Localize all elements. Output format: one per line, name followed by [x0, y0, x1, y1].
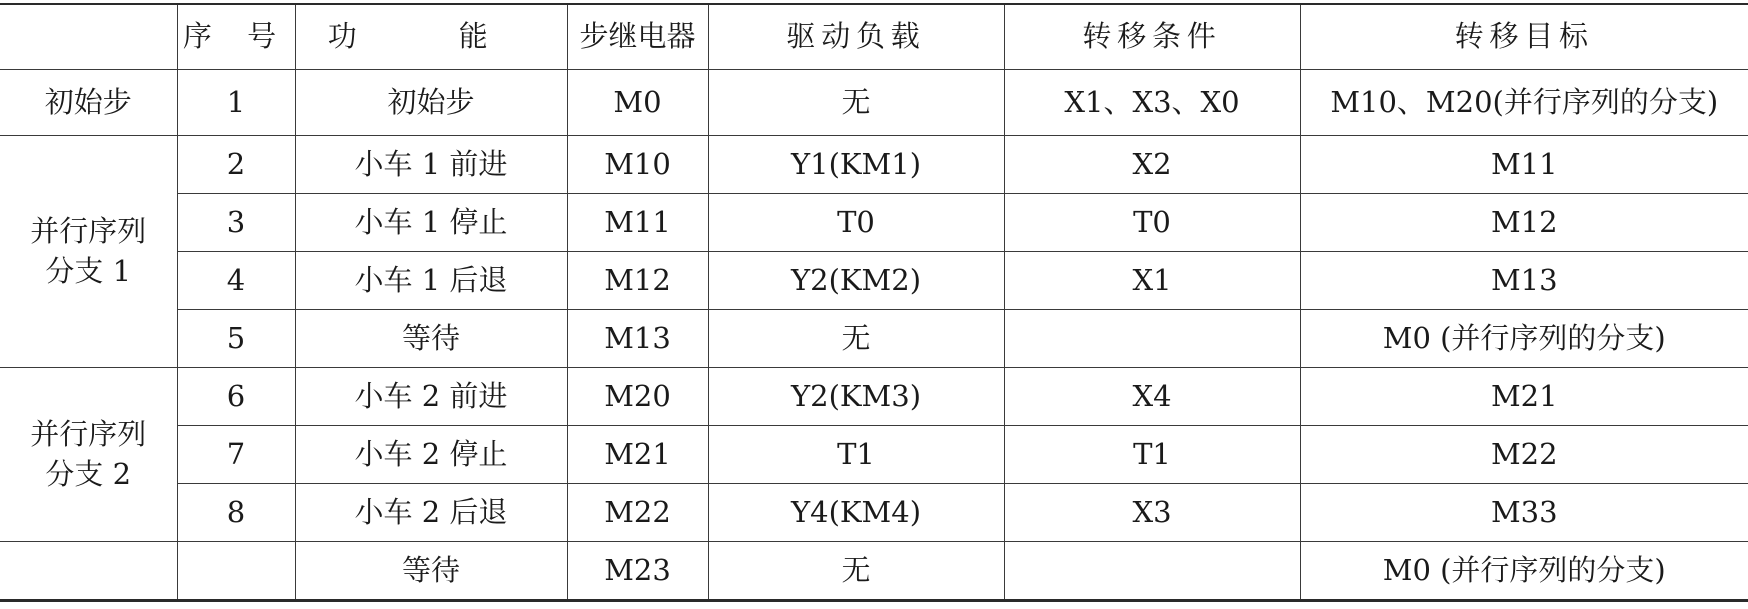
- header-cell-target: 转移目标: [1300, 4, 1748, 70]
- condition-cell: T1: [1004, 426, 1300, 484]
- load-cell: Y4(KM4): [708, 484, 1004, 542]
- index-cell: 7: [177, 426, 295, 484]
- relay-cell: M10: [567, 136, 708, 194]
- index-cell: 3: [177, 194, 295, 252]
- target-cell: M13: [1300, 252, 1748, 310]
- condition-cell: X2: [1004, 136, 1300, 194]
- table-row: [0, 252, 1748, 310]
- group-label-line: 分支 2: [45, 456, 132, 491]
- table-row: [0, 310, 1748, 368]
- load-cell: 无: [708, 70, 1004, 136]
- table-row: [0, 194, 1748, 252]
- function-cell: 小车 1 前进: [295, 136, 567, 194]
- index-cell: 1: [177, 70, 295, 136]
- relay-cell: M20: [567, 368, 708, 426]
- target-cell: M11: [1300, 136, 1748, 194]
- target-cell: M21: [1300, 368, 1748, 426]
- index-cell: 5: [177, 310, 295, 368]
- function-cell: 等待: [295, 310, 567, 368]
- function-cell: 小车 2 后退: [295, 484, 567, 542]
- index-cell: 4: [177, 252, 295, 310]
- target-cell: M0 (并行序列的分支): [1300, 310, 1748, 368]
- function-cell: 等待: [295, 542, 567, 601]
- header-row: [0, 4, 1748, 70]
- target-cell: M0 (并行序列的分支): [1300, 542, 1748, 601]
- load-cell: Y2(KM3): [708, 368, 1004, 426]
- table-row: [0, 484, 1748, 542]
- header-cell-function: 功 能: [295, 4, 567, 70]
- condition-cell: X4: [1004, 368, 1300, 426]
- load-cell: T0: [708, 194, 1004, 252]
- condition-cell: X3: [1004, 484, 1300, 542]
- table-row: [0, 136, 1748, 194]
- relay-cell: M23: [567, 542, 708, 601]
- group-label-line: 分支 1: [45, 253, 132, 288]
- condition-cell: X1: [1004, 252, 1300, 310]
- target-cell: M12: [1300, 194, 1748, 252]
- load-cell: 无: [708, 542, 1004, 601]
- index-cell: 6: [177, 368, 295, 426]
- condition-cell: [1004, 542, 1300, 601]
- header-cell-load: 驱动负载: [708, 4, 1004, 70]
- target-cell: M10、M20(并行序列的分支): [1300, 70, 1748, 136]
- step-transition-table: [0, 3, 1748, 602]
- table-row: [0, 542, 1748, 601]
- index-cell: [177, 542, 295, 601]
- load-cell: 无: [708, 310, 1004, 368]
- condition-cell: X1、X3、X0: [1004, 70, 1300, 136]
- load-cell: Y2(KM2): [708, 252, 1004, 310]
- relay-cell: M12: [567, 252, 708, 310]
- target-cell: M22: [1300, 426, 1748, 484]
- load-cell: T1: [708, 426, 1004, 484]
- relay-cell: M11: [567, 194, 708, 252]
- header-cell-index: 序 号: [177, 4, 295, 70]
- table-row: [0, 368, 1748, 426]
- function-cell: 小车 1 后退: [295, 252, 567, 310]
- condition-cell: [1004, 310, 1300, 368]
- table-row: [0, 70, 1748, 136]
- relay-cell: M0: [567, 70, 708, 136]
- relay-cell: M22: [567, 484, 708, 542]
- relay-cell: M13: [567, 310, 708, 368]
- group-cell-branch-2: [0, 368, 177, 542]
- function-cell: 小车 1 停止: [295, 194, 567, 252]
- group-cell-empty: [0, 542, 177, 601]
- target-cell: M33: [1300, 484, 1748, 542]
- group-cell-branch-1: [0, 136, 177, 368]
- condition-cell: T0: [1004, 194, 1300, 252]
- header-cell-group: [0, 4, 177, 70]
- function-cell: 小车 2 停止: [295, 426, 567, 484]
- header-cell-relay: 步继电器: [567, 4, 708, 70]
- group-label-line: 并行序列: [30, 214, 147, 249]
- function-cell: 初始步: [295, 70, 567, 136]
- index-cell: 8: [177, 484, 295, 542]
- function-cell: 小车 2 前进: [295, 368, 567, 426]
- header-cell-condition: 转移条件: [1004, 4, 1300, 70]
- relay-cell: M21: [567, 426, 708, 484]
- group-cell-initial: 初始步: [0, 70, 177, 136]
- table-row: [0, 426, 1748, 484]
- group-label-line: 并行序列: [30, 417, 147, 452]
- index-cell: 2: [177, 136, 295, 194]
- load-cell: Y1(KM1): [708, 136, 1004, 194]
